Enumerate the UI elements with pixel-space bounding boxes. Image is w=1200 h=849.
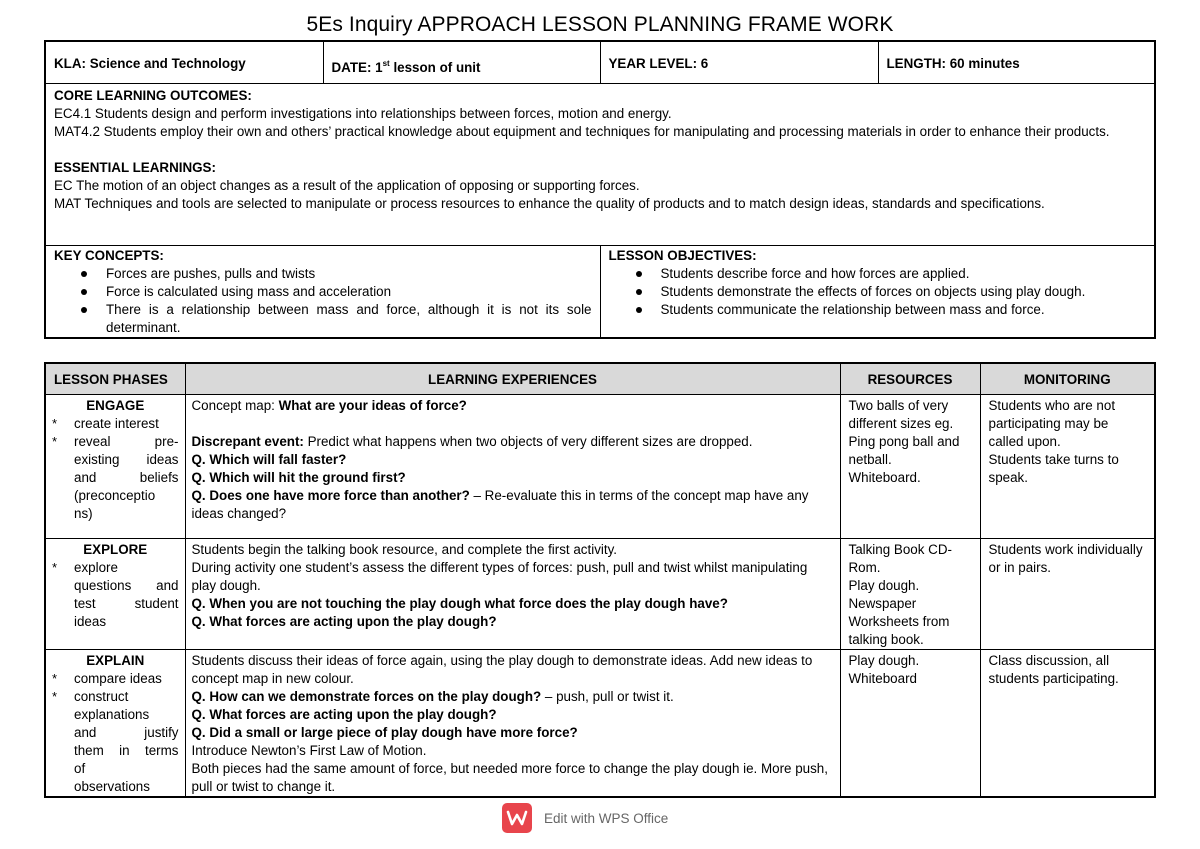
wps-edit-footer[interactable] [502,803,668,833]
explain-experiences-cell [185,649,840,797]
concepts-row [45,245,1155,338]
key-concepts-cell [45,245,600,338]
line: explanations [74,706,150,722]
text: What are your ideas of force? [278,397,467,413]
text: Concept map: [191,397,279,413]
explain-phase-cell [45,649,185,797]
text: Q. How can we demonstrate forces on the play dough? [191,688,542,704]
phase-item: * create interest [52,415,179,433]
resource-item: Whiteboard [848,670,917,686]
column-header-monitoring: MONITORING [980,363,1155,394]
outcomes-row [45,83,1155,245]
phase-list [52,415,179,523]
length-cell: LENGTH: 60 minutes [878,41,1155,83]
question: Q. What forces are acting upon the play dough? [191,706,497,722]
table-row [45,394,1155,538]
explore-resources-cell [840,538,980,649]
lesson-objectives-heading: LESSON OBJECTIVES: [608,247,757,263]
word: beliefs [139,469,179,485]
essential-learnings-heading: ESSENTIAL LEARNINGS: [54,159,216,175]
resource-item: Worksheets from talking book. [848,613,950,647]
experience-line: Students discuss their ideas of force again, using the play dough to demonstrate ideas. Add new ideas to concept map in new colour. [191,652,813,686]
table-header-row [45,363,1155,394]
date-cell [323,41,600,83]
engage-monitoring-cell [980,394,1155,538]
table-row [45,649,1155,797]
key-concepts-list [54,265,592,337]
list-item: Forces are pushes, pulls and twists [81,265,592,283]
phase-name: ENGAGE [86,397,145,413]
year-level-cell: YEAR LEVEL: 6 [600,41,878,83]
lesson-objectives-cell [600,245,1155,338]
question: Q. Did a small or large piece of play dough have more force? [191,724,578,740]
spacer [192,415,834,433]
line [74,451,179,469]
line [74,433,179,451]
list-item: Students communicate the relationship between mass and force. [636,301,1147,319]
monitoring-item: Students take turns to speak. [988,451,1119,485]
phase-name: EXPLAIN [86,652,145,668]
resource-item: Play dough. [848,577,920,593]
experience-line: Introduce Newton’s First Law of Motion. [191,742,427,758]
question [192,688,834,706]
resource-item: Newspaper [848,595,917,611]
text: – Re-evaluate this in terms of the concept map have any ideas changed? [191,487,809,521]
list-item: Students describe force and how forces are applied. [636,265,1147,283]
essential-learning-line: EC The motion of an object changes as a result of the application of opposing or supporting forces. [54,177,640,193]
engage-experiences-cell [185,394,840,538]
word: them [74,742,104,758]
explore-phase-cell [45,538,185,649]
date-suffix: lesson of unit [389,60,481,75]
word: terms [145,742,179,758]
list-item: Students demonstrate the effects of forces on objects using play dough. [636,283,1147,301]
resource-item: Two balls of very different sizes eg. Ping pong ball and netball. [848,397,960,467]
line: * construct [74,688,129,704]
word: test [74,595,96,611]
concept-map-line [192,397,834,415]
text: – push, pull or twist it. [541,688,674,704]
word: existing [74,451,120,467]
line: of [74,760,86,776]
word: student [134,595,179,611]
explain-monitoring-cell: Class discussion, all students participating. [980,649,1155,797]
engage-phase-cell [45,394,185,538]
experience-line: Students begin the talking book resource, and complete the first activity. [191,541,618,557]
date-prefix: DATE: 1 [331,60,383,75]
date-superscript: st [382,59,390,68]
word: in [119,742,130,758]
text: Discrepant event: [191,433,304,449]
line [74,742,179,760]
word: reveal [74,433,111,449]
phase-list [52,559,179,631]
phase-item [52,688,179,796]
question [192,487,834,523]
column-header-resources: RESOURCES [840,363,980,394]
resource-item: Play dough. [848,652,920,668]
lesson-info-table [44,40,1156,339]
line [74,469,179,487]
word: ideas [146,451,179,467]
table-row [45,538,1155,649]
wps-logo-icon [502,803,532,833]
word: justify [144,724,179,740]
essential-learning-line: MAT Techniques and tools are selected to manipulate or process resources to enhance the quality of products and to match design ideas, standards and specifications. [54,195,1045,211]
monitoring-item: Students who are not participating may be called upon. [988,397,1116,449]
kla-cell: KLA: Science and Technology [45,41,323,83]
line: * explore [74,559,118,575]
text: Q. Does one have more force than another? [191,487,470,503]
line: ns) [74,505,93,521]
question: Q. Which will hit the ground first? [191,469,406,485]
word: and [156,577,179,593]
column-header-experiences: LEARNING EXPERIENCES [185,363,840,394]
word: pre- [154,433,179,449]
core-outcomes-heading: CORE LEARNING OUTCOMES: [54,87,252,103]
outcomes-cell [45,83,1155,245]
question: Q. When you are not touching the play dough what force does the play dough have? [191,595,728,611]
experience-line: Both pieces had the same amount of force, but needed more force to change the play dough ie. More push, pull or twist to change it. [191,760,828,794]
footer-label[interactable]: Edit with WPS Office [544,810,669,826]
line [74,577,179,595]
word: questions [74,577,132,593]
engage-resources-cell [840,394,980,538]
text: Predict what happens when two objects of very different sizes are dropped. [303,433,753,449]
lesson-objectives-list [609,265,1147,319]
question: Q. Which will fall faster? [191,451,347,467]
line [74,595,179,613]
line: (preconceptio [74,487,156,503]
question: Q. What forces are acting upon the play dough? [191,613,497,629]
core-outcome-line: MAT4.2 Students employ their own and others’ practical knowledge about equipment and techniques for manipulating and processing materials in order to enhance their products. [54,123,1110,139]
spacer [54,141,1146,159]
line: observations [74,778,150,794]
phase-item [52,433,179,523]
header-row [45,41,1155,83]
resource-item: Whiteboard. [848,469,921,485]
word: and [74,469,97,485]
phase-item: * compare ideas [52,670,179,688]
explain-resources-cell [840,649,980,797]
explore-monitoring-cell: Students work individually or in pairs. [980,538,1155,649]
word: and [74,724,97,740]
experience-line: During activity one student’s assess the different types of forces: push, pull and twist whilst manipulating play dough. [191,559,808,593]
resource-item: Talking Book CD-Rom. [848,541,952,575]
learning-experiences-table [44,362,1156,798]
key-concepts-heading: KEY CONCEPTS: [54,247,164,263]
explore-experiences-cell [185,538,840,649]
phase-list [52,670,179,796]
phase-item [52,559,179,631]
page-title: 5Es Inquiry APPROACH LESSON PLANNING FRAME WORK [306,13,894,36]
phase-name: EXPLORE [83,541,148,557]
line [74,724,179,742]
list-item: Force is calculated using mass and acceleration [81,283,592,301]
list-item: There is a relationship between mass and force, although it is not its sole determinant. [81,301,592,337]
column-header-phases: LESSON PHASES [45,363,185,394]
core-outcome-line: EC4.1 Students design and perform investigations into relationships between forces, motion and energy. [54,105,672,121]
line: ideas [74,613,107,629]
discrepant-event-line [192,433,834,451]
